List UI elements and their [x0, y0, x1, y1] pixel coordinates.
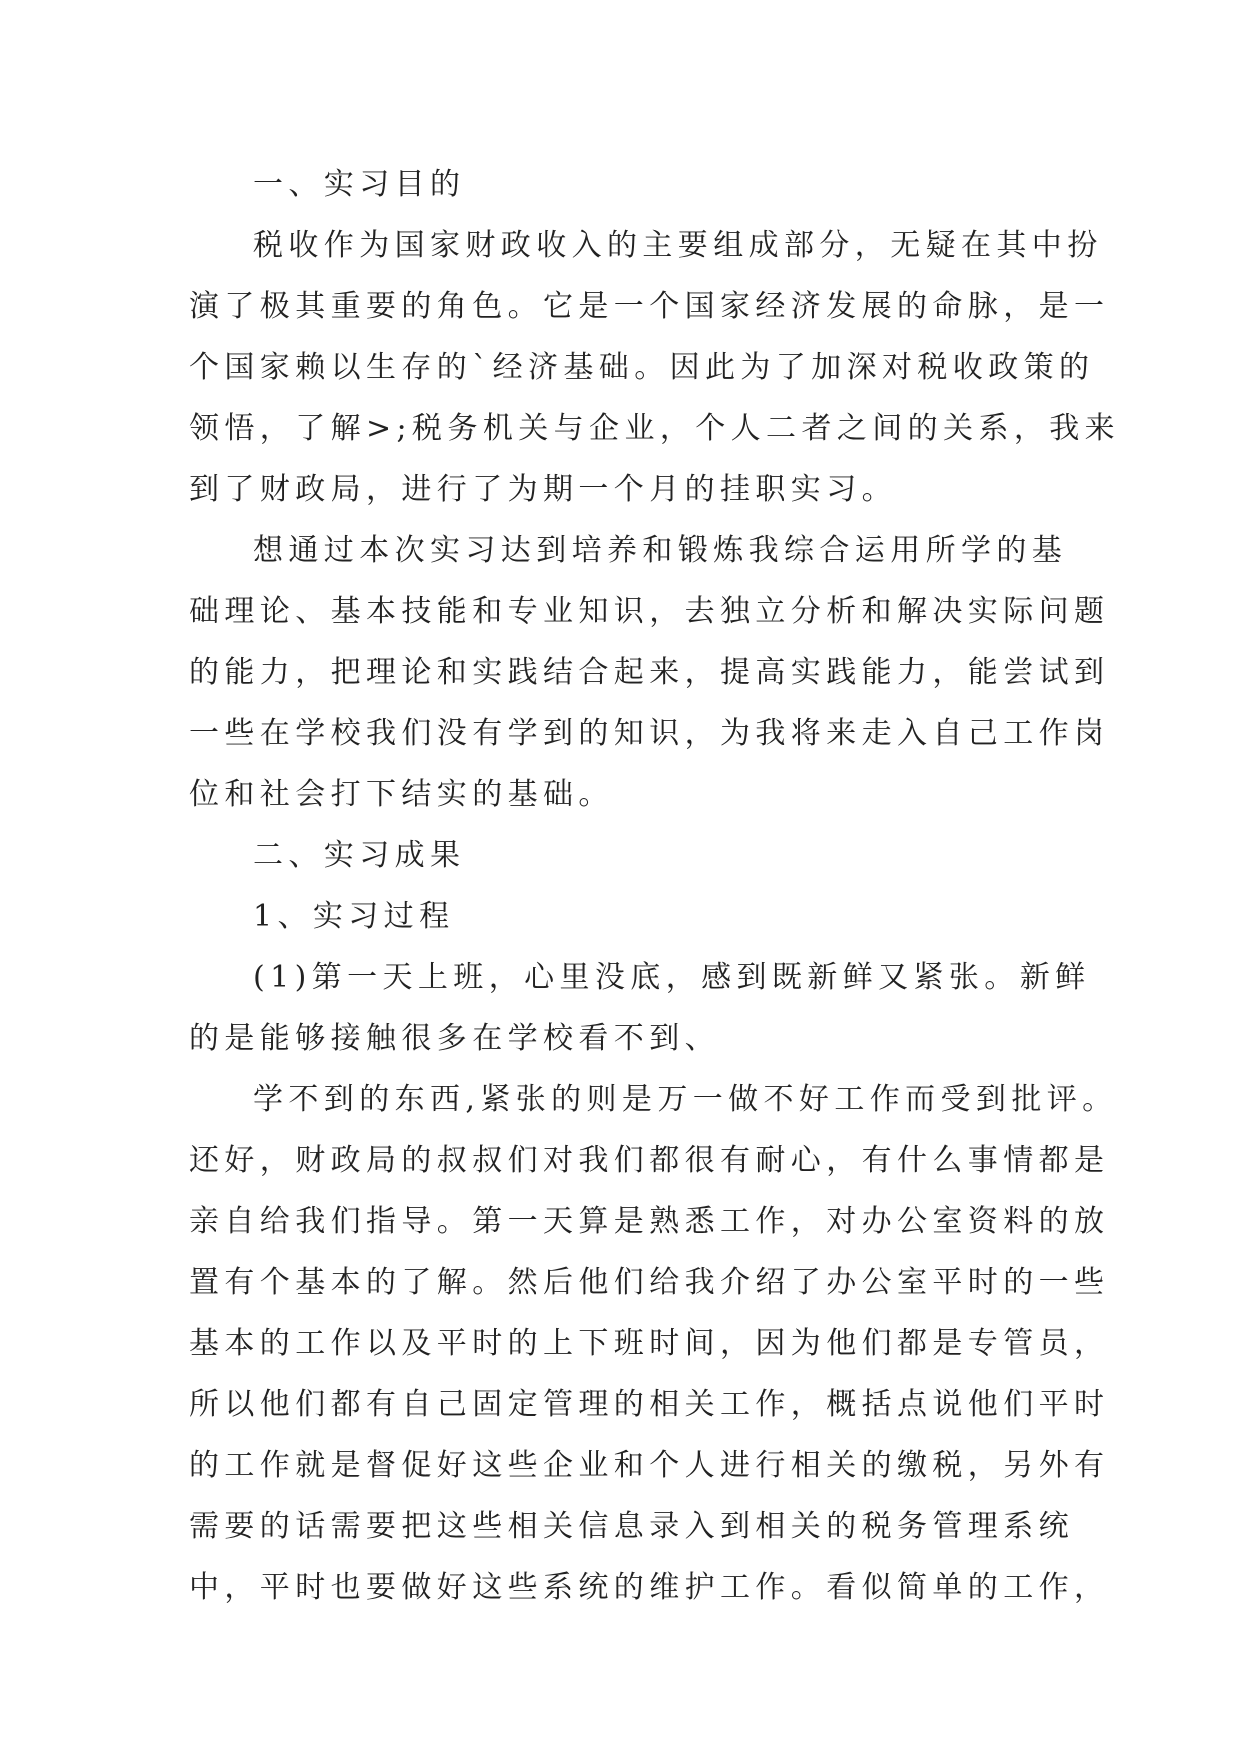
paragraph-line: 位和社会打下结实的基础。: [189, 777, 614, 812]
paragraph-line: 到了财政局，进行了为期一个月的挂职实习。: [189, 472, 897, 507]
paragraph-line: 一些在学校我们没有学到的知识，为我将来走入自己工作岗: [189, 716, 1110, 751]
paragraph-line: 想通过本次实习达到培养和锻炼我综合运用所学的基: [253, 533, 1068, 568]
paragraph-line: 亲自给我们指导。第一天算是熟悉工作，对办公室资料的放: [189, 1204, 1110, 1239]
paragraph-line: 演了极其重要的角色。它是一个国家经济发展的命脉，是一: [189, 289, 1110, 324]
paragraph-line: 基本的工作以及平时的上下班时间，因为他们都是专管员，: [189, 1326, 1110, 1361]
paragraph-line: 领悟，了解>;税务机关与企业，个人二者之间的关系，我来: [189, 411, 1121, 446]
paragraph-line: 础理论、基本技能和专业知识，去独立分析和解决实际问题: [189, 594, 1110, 629]
paragraph-line: 置有个基本的了解。然后他们给我介绍了办公室平时的一些: [189, 1265, 1110, 1300]
paragraph-line: 的工作就是督促好这些企业和个人进行相关的缴税，另外有: [189, 1448, 1110, 1483]
paragraph-line: 个国家赖以生存的`经济基础。因此为了加深对税收政策的: [189, 350, 1095, 385]
paragraph-line: 学不到的东西,紧张的则是万一做不好工作而受到批评。: [253, 1082, 1118, 1117]
paragraph-line: 的是能够接触很多在学校看不到、: [189, 1021, 720, 1056]
section-heading-results: 二、实习成果: [253, 838, 466, 873]
paragraph-line: 中，平时也要做好这些系统的维护工作。看似简单的工作，: [189, 1570, 1110, 1605]
paragraph-line: 所以他们都有自己固定管理的相关工作，概括点说他们平时: [189, 1387, 1110, 1422]
subsection-heading-process: 1、实习过程: [253, 899, 455, 934]
paragraph-line: 需要的话需要把这些相关信息录入到相关的税务管理系统: [189, 1509, 1074, 1544]
paragraph-line: (1)第一天上班，心里没底，感到既新鲜又紧张。新鲜: [253, 960, 1091, 995]
section-heading-purpose: 一、实习目的: [253, 167, 466, 202]
document-body: [189, 154, 1121, 1618]
paragraph-line: 的能力，把理论和实践结合起来，提高实践能力，能尝试到: [189, 655, 1110, 690]
paragraph-line: 税收作为国家财政收入的主要组成部分，无疑在其中扮: [253, 228, 1103, 263]
paragraph-line: 还好，财政局的叔叔们对我们都很有耐心，有什么事情都是: [189, 1143, 1110, 1178]
